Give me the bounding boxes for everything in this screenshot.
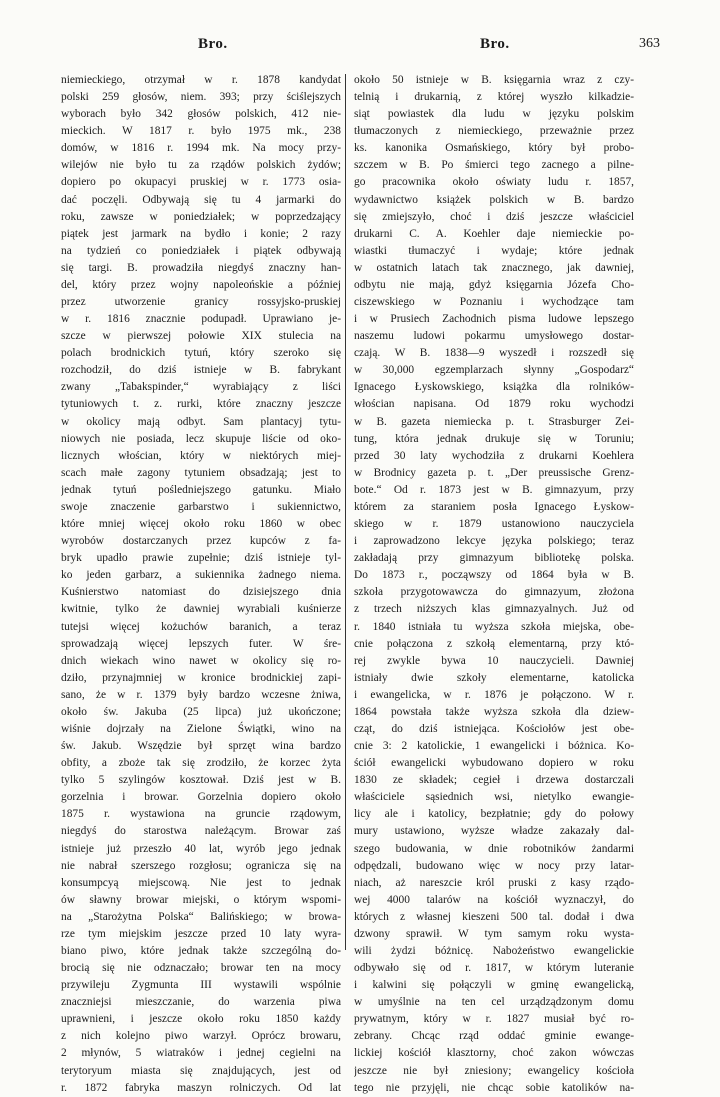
text-line: niegdyś do starostwa należącym. Browar zaś xyxy=(61,825,341,838)
text-line: około św. Jakuba (25 lipca) już ukończone; xyxy=(61,705,341,718)
text-line: wyrobów dostarczanych przez kupców z fa- xyxy=(61,535,341,548)
text-line: rozchodził, do dziś istnieje w B. fabrykant xyxy=(61,364,341,377)
text-line: cnie 3: 2 katolickie, 1 ewangelicki i bóżnica. Ko- xyxy=(354,740,634,753)
text-line: niowych nie posiada, lecz skupuje liście od oko- xyxy=(61,432,341,445)
running-head-left: Bro. xyxy=(198,36,228,52)
text-line: wej 4000 talarów na kościół wyznaczył, do xyxy=(354,893,634,906)
right-text-column xyxy=(354,72,634,1097)
text-line: wiastki tłumaczyć i wydaje; które jednak xyxy=(354,244,634,257)
text-line: istnieje już przeszło 40 lat, wyrób jego jednak xyxy=(61,842,341,855)
text-line: mury ustawiono, wyższe władze zakazały dal- xyxy=(354,825,634,838)
text-line: licznych włościan, który w niektórych miej- xyxy=(61,449,341,462)
text-line: ściół ewangelicki wybudowano dopiero w roku xyxy=(354,757,634,770)
text-line: włościan napisana. Od 1879 roku wychodzi xyxy=(354,398,634,411)
text-line: wydawnictwo książek polskich w B. bardzo xyxy=(354,193,634,206)
text-line: terytoryum miasta się znajdujących, jest od xyxy=(61,1064,341,1077)
text-line: sano, że w r. 1379 były bardzo wczesne żniwa, xyxy=(61,688,341,701)
text-line: licy ale i katolicy, bezpłatnie; gdy do połowy xyxy=(354,808,634,821)
text-line: cząt, do dziś istniejąca. Kościołów jest obe- xyxy=(354,722,634,735)
text-line: tłumaczonych z niemieckiego, przeważnie przez xyxy=(354,125,634,138)
text-line: drukarni C. A. Koehler daje niemieckie po- xyxy=(354,227,634,240)
text-line: św. Jakub. Wszędzie był sprzęt wina bardzo xyxy=(61,740,341,753)
text-line: jednak tytuń pośledniejszego gatunku. Miało xyxy=(61,483,341,496)
text-line: konsumpcyą miejscową. Nie jest to jednak xyxy=(61,876,341,889)
text-line: w B. gazeta niemiecka p. t. Strasburger Zei- xyxy=(354,415,634,428)
text-line: skiego w r. 1879 ustanowiono nauczyciela xyxy=(354,518,634,531)
text-line: na tydzień co poniedziałek i piątek odbywają xyxy=(61,244,341,257)
text-line: które mniej więcej około roku 1860 w obec xyxy=(61,518,341,531)
text-line: rze tym miejskim jeszcze przed 10 laty wyra- xyxy=(61,927,341,940)
text-line: niemieckiego, otrzymał w r. 1878 kandydat xyxy=(61,74,341,86)
text-line: bote.“ Od r. 1873 jest w B. gimnazyum, przy xyxy=(354,483,634,496)
text-line: Do 1873 r., począwszy od 1864 była w B. xyxy=(354,569,634,582)
text-line: właściciele sąsiednich wsi, nietylko ewangie- xyxy=(354,791,634,804)
text-line: szcze w pierwszej połowie XIX stulecia na xyxy=(61,330,341,343)
running-head-right: Bro. xyxy=(480,36,510,52)
text-line: uprawnieni, i jeszcze około roku 1850 każdy xyxy=(61,1013,341,1026)
text-line: domów, w 1816 r. 1994 mk. Na mocy przy- xyxy=(61,142,341,155)
text-line: r. 1872 fabryka maszyn rolniczych. Od lat xyxy=(61,1081,341,1094)
text-line: istniały dwie szkoły elementarne, katolicka xyxy=(354,671,634,684)
text-line: szkoła przygotowawcza do gimnazyum, złożona xyxy=(354,586,634,599)
text-line: brocią się nie odznaczało; browar ten na mocy xyxy=(61,962,341,975)
text-line: ks. kanonika Osmańskiego, który był probo- xyxy=(354,142,634,155)
text-line: dopiero po okupacyi pruskiej w r. 1773 osia- xyxy=(61,176,341,189)
text-line: tutejsi więcej kożuchów baranich, a teraz xyxy=(61,620,341,633)
text-line: ciszewskiego w Poznaniu i wychodzące tam xyxy=(354,296,634,309)
text-line: w r. 1816 znacznie podupadł. Uprawiano je- xyxy=(61,313,341,326)
text-line: sprowadzają więcej lepszych futer. W śre- xyxy=(61,637,341,650)
text-line: siąt powiastek dla ludu w języku polskim xyxy=(354,108,634,121)
text-line: dziło, przynajmniej w kronice brodnickiej zapi- xyxy=(61,671,341,684)
text-line: 2 młynów, 5 wiatraków i jednej cegielni na xyxy=(61,1047,341,1060)
text-line: jeszcze nie był zniesiony; ewangelicy kościoła xyxy=(354,1064,634,1077)
text-line: około 50 istnieje w B. księgarnia wraz z czy- xyxy=(354,74,634,86)
left-text-column xyxy=(61,72,341,1097)
text-line: ów sławny browar miejski, o którym wspomi- xyxy=(61,893,341,906)
text-line: 1864 powstała także wyższa szkoła dla dziew- xyxy=(354,705,634,718)
text-line: niach, aż nareszcie król pruski z kasy rządo- xyxy=(354,876,634,889)
text-line: którem za staraniem posła Ignacego Łyskow- xyxy=(354,500,634,513)
text-line: 1830 ze składek; cegieł i drzewa dostarczali xyxy=(354,774,634,787)
text-line: tytuniowych t. z. rurki, które znaczny jeszcze xyxy=(61,398,341,411)
text-line: ko jeden garbarz, a sukiennika żadnego niema. xyxy=(61,569,341,582)
text-line: wyborach było 342 głosów polskich, 412 nie- xyxy=(61,108,341,121)
text-line: go pracownika około oświaty ludu r. 1857, xyxy=(354,176,634,189)
text-line: zakładają przy gimnazyum bibliotekę polska. xyxy=(354,552,634,565)
text-line: telnią i drukarnią, z której wyszło kilkadzie- xyxy=(354,91,634,104)
text-line: prywatnym, który w r. 1827 musiał być ro- xyxy=(354,1013,634,1026)
text-line: przez utworzenie granicy rossyjsko-pruskiej xyxy=(61,296,341,309)
text-line: czają. W B. 1838—9 wyszedł i rozszedł się xyxy=(354,347,634,360)
text-line: których z własnej kieszeni 500 tal. dodał i dwa xyxy=(354,910,634,923)
text-line: cnie połączona z szkołą elementarną, przy któ- xyxy=(354,637,634,650)
text-line: odbywało się od r. 1817, w którym luteranie xyxy=(354,962,634,975)
page-header xyxy=(60,36,660,60)
text-line: tung, która jednak drukuje się w Toruniu; xyxy=(354,432,634,445)
text-line: rej zwykle bywa 10 nauczycieli. Dawniej xyxy=(354,654,634,667)
text-line: szego budowania, w dnie robotników żandarmi xyxy=(354,842,634,855)
text-line: swoje znaczenie garbarstwo i sukiennictwo, xyxy=(61,500,341,513)
text-line: wiśnie dojrzały na Zielone Świątki, wino na xyxy=(61,722,341,735)
text-line: gorzelnia i browar. Gorzelnia dopiero około xyxy=(61,791,341,804)
text-line: wili żydzi bóżnicę. Nabożeństwo ewangelickie xyxy=(354,944,634,957)
text-line: z trzech niższych klas gimnazyalnych. Już od xyxy=(354,603,634,616)
text-line: z nich kolejno piwo warzył. Oprócz browaru, xyxy=(61,1030,341,1043)
text-line: się targi. B. prowadziła niegdyś znaczny han- xyxy=(61,261,341,274)
text-line: wilejów nie było tu za rządów polskich żydów; xyxy=(61,159,341,172)
text-line: przed 30 laty wychodziła z drukarni Koehlera xyxy=(354,449,634,462)
text-line: piątek jest jarmark na bydło i konie; 2 razy xyxy=(61,227,341,240)
text-line: r. 1840 istniała tu wyższa szkoła miejska, obe- xyxy=(354,620,634,633)
text-line: kwitnie, tylko że dawniej wyrabiali kuśnierze xyxy=(61,603,341,616)
text-line: dać poczęli. Odbywają się tu 4 jarmarki do xyxy=(61,193,341,206)
text-line: w Brodnicy gazeta p. t. „Der preussische Grenz- xyxy=(354,466,634,479)
text-line: roku, zawsze w poniedziałek; w poprzedzający xyxy=(61,210,341,223)
text-line: w ostatnich latach tak znacznego, jak dawniej, xyxy=(354,261,634,274)
text-line: się zmiejszyło, choć i dziś jeszcze właściciel xyxy=(354,210,634,223)
text-line: mieckich. W 1817 r. było 1975 mk., 238 xyxy=(61,125,341,138)
page-number: 363 xyxy=(639,36,660,51)
text-line: scach małe zagony tytuniem obsadzają; jest to xyxy=(61,466,341,479)
text-line: w 30,000 egzemplarzach słynny „Gospodarz“ xyxy=(354,364,634,377)
text-line: lickiej kościół klasztorny, choć zakon wówczas xyxy=(354,1047,634,1060)
text-line: i w Prusiech Zachodnich pisma ludowe lepszego xyxy=(354,313,634,326)
text-line: Ignacego Łyskowskiego, książka dla rolników- xyxy=(354,381,634,394)
text-line: zwany „Tabakspinder,“ wyrabiający z liści xyxy=(61,381,341,394)
text-line: nie nabrał szerszego rozgłosu; ogranicza się na xyxy=(61,859,341,872)
text-line: polski 259 głosów, niem. 393; przy ściślejszych xyxy=(61,91,341,104)
text-line: dnich wiekach wino nawet w okolicy się ro- xyxy=(61,654,341,667)
text-line: i kalwini się połączyli w gminę ewangelicką, xyxy=(354,979,634,992)
text-line: w umyślnie na ten cel urządządzonym domu xyxy=(354,996,634,1009)
text-line: polach brodnickich tytuń, który szeroko się xyxy=(61,347,341,360)
column-divider xyxy=(345,74,346,950)
text-line: i ewangelicka, w r. 1876 je połączono. W r. xyxy=(354,688,634,701)
text-line: szczem w B. Po śmierci tego zacnego a pilne- xyxy=(354,159,634,172)
text-line: Kuśnierstwo natomiast do dzisiejszego dnia xyxy=(61,586,341,599)
text-line: i zaprowadzono lekcye języka polskiego; teraz xyxy=(354,535,634,548)
text-line: naszemu ludowi pokarmu umysłowego dostar- xyxy=(354,330,634,343)
text-line: odpędzali, budowano więc w nocy przy latar- xyxy=(354,859,634,872)
text-line: znaczniejsi mieszczanie, do warzenia piwa xyxy=(61,996,341,1009)
text-line: tego nie przyjęli, nie chcąc sobie katolików na- xyxy=(354,1081,634,1094)
text-line: obfity, a zboże tak się zrodziło, że korzec żyta xyxy=(61,757,341,770)
text-line: odbytu nie mają, gdyż księgarnia Józefa Cho- xyxy=(354,278,634,291)
text-line: 1875 r. wystawiona na gruncie rządowym, xyxy=(61,808,341,821)
text-line: dzwony sprawił. W tym samym roku wysta- xyxy=(354,927,634,940)
text-line: del, który przez wojny napoleońskie a później xyxy=(61,278,341,291)
text-line: przywileju Zygmunta III wystawili wspólnie xyxy=(61,979,341,992)
text-line: bryk upadło prawie zupełnie; dziś istnieje tyl- xyxy=(61,552,341,565)
text-line: w okolicy mają odbyt. Sam plantacyj tytu- xyxy=(61,415,341,428)
text-line: na „Starożytna Polska“ Balińskiego; w browa- xyxy=(61,910,341,923)
text-line: tylko 5 szylingów kosztował. Dziś jest w B. xyxy=(61,774,341,787)
text-line: zebrany. Chcąc rząd oddać gminie ewange- xyxy=(354,1030,634,1043)
text-line: biano piwo, które jednak także szczególną do- xyxy=(61,944,341,957)
